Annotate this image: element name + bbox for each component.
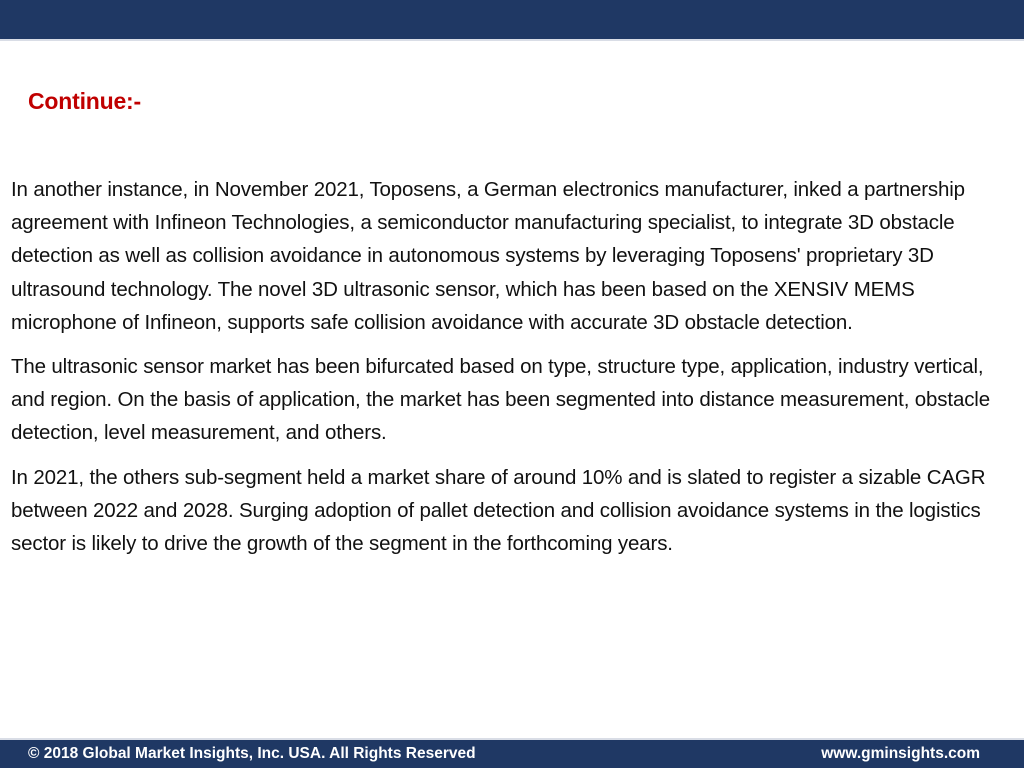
footer-bar — [0, 738, 1024, 768]
section-heading: Continue:- — [28, 88, 141, 114]
footer-copyright: © 2018 Global Market Insights, Inc. USA. All Rights Reserved — [28, 745, 476, 762]
footer-website-link[interactable]: www.gminsights.com — [821, 745, 980, 762]
paragraph-1: In another instance, in November 2021, Toposens, a German electronics manufacturer, inked a partnership agreement with Infineon Technologies, a semiconductor manufacturing specialist, to integrate 3D obstacle detection as well as collision avoidance in autonomous systems by leveraging Toposens' proprietary 3D ultrasound technology. The novel 3D ultrasonic sensor, which has been based on the XENSIV MEMS microphone of Infineon, supports safe collision avoidance with accurate 3D obstacle detection. — [11, 178, 965, 334]
paragraph-2: The ultrasonic sensor market has been bifurcated based on type, structure type, application, industry vertical, and region. On the basis of application, the market has been segmented into distance measurement, obstacle detection, level measurement, and others. — [11, 355, 990, 445]
top-header-bar — [0, 0, 1024, 41]
body-text — [11, 173, 1011, 571]
paragraph-3: In 2021, the others sub-segment held a market share of around 10% and is slated to register a sizable CAGR between 2022 and 2028. Surging adoption of pallet detection and collision avoidance systems in the logistics sector is likely to drive the growth of the segment in the forthcoming years. — [11, 465, 986, 556]
